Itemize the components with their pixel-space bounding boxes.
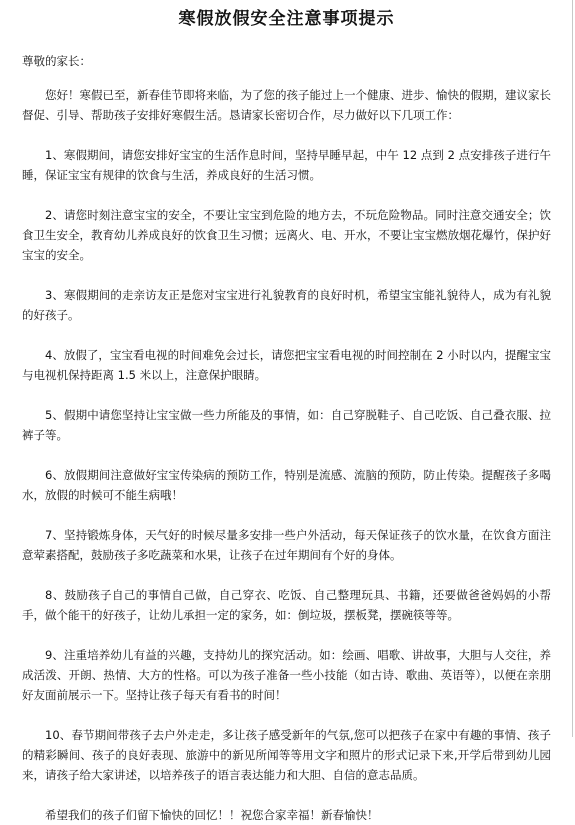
notice-item-1: 1、寒假期间，请您安排好宝宝的生活作息时间，坚持早睡早起，中午 12 点到 2 点安排孩子进行午睡，保证宝宝有规律的饮食与生活，养成良好的生活习惯。 — [22, 148, 551, 182]
notice-item-7: 7、坚持锻炼身体，天气好的时候尽量多安排一些户外活动，每天保证孩子的饮水量，在饮食方面注意荤素搭配，鼓励孩子多吃蔬菜和水果，让孩子在过年期间有个好的身体。 — [22, 528, 551, 562]
notice-item-9: 9、注重培养幼儿有益的兴趣，支持幼儿的探究活动。如：绘画、唱歌、讲故事，大胆与人交往，养成活泼、开朗、热情、大方的性格。可以为孩子准备一些小技能（如古诗、歌曲、英语等），以便在亲朋好友面前展示一下。坚持让孩子每天有看书的时间！ — [22, 648, 551, 702]
notice-item-4: 4、放假了，宝宝看电视的时间难免会过长，请您把宝宝看电视的时间控制在 2 小时以内，提醒宝宝与电视机保持距离 1.5 米以上，注意保护眼睛。 — [22, 348, 551, 382]
notice-item-2: 2、请您时刻注意宝宝的安全，不要让宝宝到危险的地方去，不玩危险物品。同时注意交通安全；饮食卫生安全，教育幼儿养成良好的饮食卫生习惯；远离火、电、开水，不要让宝宝燃放烟花爆竹，保护好宝宝的安全。 — [22, 208, 551, 262]
page-edge-line — [572, 0, 573, 737]
notice-item-3: 3、寒假期间的走亲访友正是您对宝宝进行礼貌教育的良好时机，希望宝宝能礼貌待人，成为有礼貌的好孩子。 — [22, 288, 551, 322]
notice-item-8: 8、鼓励孩子自己的事情自己做，自己穿衣、吃饭、自己整理玩具、书籍，还要做爸爸妈妈的小帮手，做个能干的好孩子，让幼儿承担一定的家务，如：倒垃圾，摆板凳，摆碗筷等等。 — [22, 588, 551, 622]
salutation: 尊敬的家长： — [22, 54, 91, 68]
intro-paragraph: 您好！寒假已至，新春佳节即将来临，为了您的孩子能过上一个健康、进步、愉快的假期，建议家长督促、引导、帮助孩子安排好寒假生活。恳请家长密切合作，尽力做好以下几项工作： — [22, 88, 551, 122]
notice-item-6: 6、放假期间注意做好宝宝传染病的预防工作，特别是流感、流脑的预防，防止传染。提醒孩子多喝水，放假的时候可不能生病哦！ — [22, 468, 551, 502]
closing-line: 希望我们的孩子们留下愉快的回忆！！祝您合家幸福！新春愉快！ — [45, 808, 379, 822]
notice-item-5: 5、假期中请您坚持让宝宝做一些力所能及的事情，如：自己穿脱鞋子、自己吃饭、自己叠衣服、拉裤子等。 — [22, 408, 551, 442]
notice-item-10: 10、春节期间带孩子去户外走走，多让孩子感受新年的气氛,您可以把孩子在家中有趣的事情、孩子的精彩瞬间、孩子的良好表现、旅游中的新见所闻等等用文字和照片的形式记录下来,开学后带到幼儿园来，请孩子给大家讲述，以培养孩子的语言表达能力和大胆、自信的意志品质。 — [22, 728, 551, 782]
document-title: 寒假放假安全注意事项提示 — [178, 9, 395, 29]
